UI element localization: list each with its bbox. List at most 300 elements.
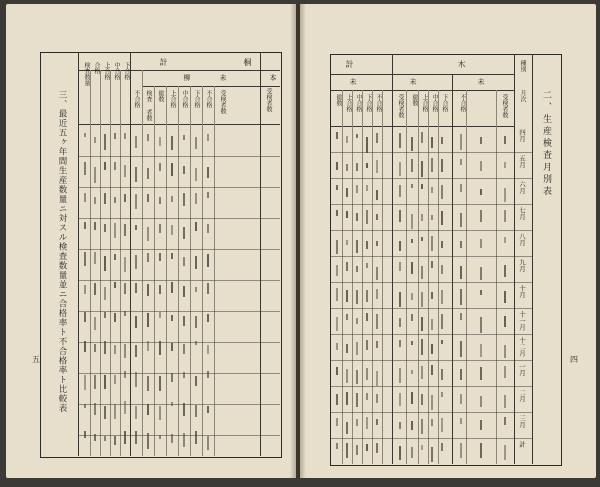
figure-mark [195,431,197,444]
figure-mark [421,237,423,241]
figure-mark [411,421,413,430]
figure-mark [366,340,368,350]
figure-mark [94,344,96,352]
figure-mark [431,137,433,148]
figure-mark [84,193,86,202]
right-col-head: 不合格 [375,94,382,112]
figure-mark [114,133,116,139]
figure-mark [504,162,506,168]
figure-mark [376,190,378,200]
figure-mark [411,293,413,300]
right-month-header: 月次 [519,90,526,102]
figure-mark [104,406,106,419]
left-row-line [78,187,280,188]
figure-mark [399,262,401,271]
figure-mark [421,161,423,177]
right-subgroup-header-line [330,90,514,91]
figure-mark [104,256,106,271]
figure-mark [135,406,137,419]
figure-mark [399,422,401,429]
figure-mark [356,266,358,272]
left-row-line [78,435,280,436]
month-row-line [330,386,532,387]
figure-mark [421,214,423,221]
right-table-frame [330,54,562,466]
figure-mark [504,395,506,408]
figure-mark [376,214,378,220]
figure-mark [376,241,378,246]
month-label: 八月 [518,233,526,246]
figure-mark [441,418,443,432]
figure-mark [356,318,358,324]
figure-mark [195,193,197,204]
figure-mark [399,162,401,176]
figure-mark [171,253,173,259]
figure-mark [94,137,96,143]
month-row-line [330,204,532,205]
figure-mark [441,159,443,172]
left-col-divider [260,52,261,456]
right-col-divider [466,90,467,464]
left-col-divider [110,70,111,456]
left-col-head: 受検者数 [265,88,272,112]
figure-mark [114,254,116,260]
left-section-title: 三、最近五ヶ年間生産数量ニ対スル検査数量並ニ合格率ト不合格率ト比較表 [57,90,67,413]
figure-mark [346,211,348,218]
figure-mark [421,266,423,279]
figure-mark [504,366,506,378]
figure-mark [376,267,378,280]
figure-mark [376,289,378,299]
figure-mark [171,315,173,321]
figure-mark [346,136,348,143]
figure-mark [346,314,348,320]
figure-mark [171,196,173,202]
figure-mark [84,312,86,322]
figure-mark [207,406,209,413]
figure-mark [480,420,482,430]
right-subgroup-b: 未 [409,78,417,85]
right-col-divider [392,54,393,464]
left-subgroup-label: 未 [219,74,227,81]
figure-mark [135,345,137,357]
figure-mark [376,443,378,453]
figure-mark [356,290,358,304]
figure-mark [366,137,368,153]
figure-mark [207,192,209,198]
figure-mark [94,283,96,295]
figure-mark [183,286,185,297]
figure-mark [135,255,137,269]
figure-mark [366,241,368,249]
figure-mark [376,371,378,386]
figure-mark [94,317,96,330]
month-row-line [330,178,532,179]
figure-mark [195,222,197,231]
figure-mark [114,375,116,384]
figure-mark [124,194,126,202]
figure-mark [84,404,86,408]
figure-mark [159,435,161,439]
figure-mark [183,403,185,416]
figure-mark [431,447,433,462]
left-col-head: 受検者数 [219,90,226,114]
month-row-line [330,360,532,361]
figure-mark [124,401,126,414]
figure-mark [147,404,149,415]
figure-mark [147,341,149,351]
figure-mark [421,339,423,355]
figure-mark [147,284,149,296]
month-row-line [330,438,532,439]
figure-mark [431,215,433,220]
figure-mark [147,313,149,327]
figure-mark [346,240,348,245]
figure-mark [460,213,462,227]
figure-mark [124,431,126,444]
figure-mark [336,240,338,254]
month-row-line [330,334,532,335]
figure-mark [147,433,149,449]
left-row-line [78,311,280,312]
figure-mark [460,159,462,165]
left-col-divider [154,86,155,456]
figure-mark [346,164,348,171]
figure-mark [124,224,126,236]
figure-mark [376,133,378,143]
figure-mark [195,287,197,292]
left-col-head: 中合格 [181,90,188,108]
figure-mark [431,187,433,193]
month-row-line [330,282,532,283]
figure-mark [195,376,197,386]
month-label: 六月 [518,181,526,194]
month-label: 四月 [518,129,526,142]
figure-mark [84,222,86,229]
month-row-line [330,308,532,309]
figure-mark [336,317,338,331]
figure-mark [421,366,423,379]
figure-mark [504,265,506,277]
figure-mark [207,283,209,294]
right-col-divider [452,74,453,464]
figure-mark [195,316,197,328]
figure-mark [366,263,368,268]
figure-mark [171,402,173,406]
left-group-total: 計 [159,58,168,66]
left-col-divider [142,70,143,456]
figure-mark [183,227,185,239]
figure-mark [431,292,433,299]
figure-mark [460,313,462,320]
right-column-header-line [330,126,514,127]
month-label: 十二月 [518,337,526,357]
figure-mark [460,341,462,357]
figure-mark [480,161,482,171]
figure-mark [480,239,482,248]
figure-mark [504,136,506,144]
left-row-line [78,218,280,219]
figure-mark [195,405,197,417]
figure-mark [171,136,173,150]
figure-mark [460,418,462,424]
right-title-divider [532,54,533,464]
right-page [300,4,596,478]
left-col-divider [202,86,203,456]
figure-mark [195,256,197,269]
figure-mark [114,197,116,203]
left-title-divider [78,52,79,456]
figure-mark [195,341,197,345]
figure-mark [94,167,96,183]
figure-mark [336,265,338,276]
right-col-divider [342,90,343,464]
left-col-head: 上合格 [169,90,176,108]
left-col-divider [130,52,131,456]
figure-mark [366,313,368,321]
right-col-head: 下合格 [365,94,372,112]
figure-mark [135,431,137,444]
figure-mark [84,285,86,294]
figure-mark [114,282,116,288]
figure-mark [460,266,462,279]
left-col-head: 合格 [93,62,100,74]
figure-mark [171,343,173,351]
figure-mark [171,434,173,443]
figure-mark [441,290,443,304]
figure-mark [114,223,116,238]
left-col-head: 中合格 [113,62,120,80]
right-col-divider [406,90,407,464]
figure-mark [183,344,185,354]
right-group-mizu: 木 [457,60,466,68]
figure-mark [480,367,482,380]
right-col-head: 受検者数 [397,94,404,118]
figure-mark [366,417,368,429]
left-col-head: 下合格 [123,62,130,80]
figure-mark [183,193,185,206]
figure-mark [114,404,116,419]
month-label: 一月 [518,363,526,376]
left-col-divider [190,86,191,456]
figure-mark [114,162,116,170]
right-month-col-divider [514,54,515,464]
figure-mark [411,447,413,458]
right-col-head: 上合格 [421,94,428,112]
figure-mark [124,283,126,294]
figure-mark [84,431,86,438]
left-row-line [78,404,280,405]
figure-mark [366,393,368,400]
figure-mark [124,371,126,378]
figure-mark [147,194,149,202]
figure-mark [124,165,126,177]
figure-mark [411,214,413,229]
figure-mark [421,317,423,331]
right-group-total: 計 [345,60,354,68]
figure-mark [480,210,482,222]
figure-mark [431,261,433,268]
figure-mark [441,137,443,144]
figure-mark [441,265,443,274]
figure-mark [207,167,209,178]
figure-mark [441,392,443,397]
figure-mark [84,341,86,352]
figure-mark [346,369,348,383]
right-page-number: 四 [570,355,578,364]
figure-mark [504,188,506,202]
figure-mark [336,132,338,139]
figure-mark [336,443,338,449]
left-col-head: 上合格 [103,62,110,80]
figure-mark [207,134,209,141]
figure-mark [135,167,137,182]
figure-mark [207,254,209,267]
figure-mark [207,224,209,233]
month-label: 七月 [518,207,526,220]
figure-mark [124,344,126,358]
figure-mark [171,163,173,176]
figure-mark [421,292,423,307]
right-col-head: 総数 [411,94,418,106]
figure-mark [480,189,482,195]
figure-mark [460,241,462,248]
figure-mark [411,314,413,321]
figure-mark [346,392,348,405]
figure-mark [411,262,413,274]
figure-mark [159,285,161,294]
figure-mark [104,134,106,150]
figure-mark [147,376,149,391]
figure-mark [411,184,413,188]
figure-mark [441,211,443,225]
month-label: 十月 [518,285,526,298]
right-col-divider [496,90,497,464]
figure-mark [504,237,506,243]
left-col-head: 検査 者数 [145,90,152,121]
figure-mark [346,262,348,271]
figure-mark [460,184,462,192]
figure-mark [356,134,358,138]
figure-mark [135,283,137,293]
figure-mark [135,372,137,387]
right-col-head: 下合格 [441,94,448,112]
figure-mark [94,403,96,415]
figure-mark [336,185,338,190]
figure-mark [480,290,482,295]
figure-mark [441,443,443,451]
figure-mark [460,443,462,458]
month-row-line [330,256,532,257]
figure-mark [399,368,401,383]
month-row-line [330,230,532,231]
figure-mark [480,443,482,458]
figure-mark [94,252,96,264]
left-col-head: 総数 [157,90,164,102]
figure-mark [366,444,368,451]
figure-mark [336,394,338,405]
right-col-divider [372,90,373,464]
figure-mark [399,446,401,460]
figure-mark [171,373,173,382]
figure-mark [135,225,137,230]
right-col-divider [362,90,363,464]
figure-mark [399,210,401,222]
figure-mark [135,194,137,209]
figure-mark [480,267,482,280]
figure-mark [376,314,378,329]
figure-mark [104,287,106,300]
figure-mark [171,282,173,293]
figure-mark [104,341,106,354]
left-col-divider [90,70,91,456]
figure-mark [441,314,443,329]
figure-mark [84,162,86,175]
right-col-divider [352,90,353,464]
left-col-divider [120,70,121,456]
figure-mark [411,370,413,374]
figure-mark [84,133,86,137]
figure-mark [346,443,348,458]
figure-mark [366,210,368,224]
month-label: 九月 [518,259,526,272]
figure-mark [480,317,482,333]
left-col-divider [100,70,101,456]
figure-mark [135,316,137,328]
figure-mark [441,185,443,199]
left-page [6,4,296,478]
right-col-divider [438,90,439,464]
figure-mark [376,419,378,425]
figure-mark [431,365,433,375]
figure-mark [159,197,161,204]
right-group-header-line [330,74,514,75]
figure-mark [421,419,423,434]
figure-mark [421,394,423,405]
month-label: 二月 [518,389,526,402]
figure-mark [411,392,413,404]
left-page-number: 五 [32,355,40,364]
figure-mark [336,343,338,350]
left-col-divider [178,86,179,456]
figure-mark [421,445,423,450]
figure-mark [504,291,506,303]
figure-mark [376,394,378,403]
figure-mark [366,185,368,191]
figure-mark [159,224,161,233]
right-subgroup-a: 未 [349,78,357,85]
figure-mark [147,134,149,141]
right-col-head: 中合格 [355,94,362,112]
figure-mark [135,136,137,148]
figure-mark [104,375,106,389]
figure-mark [104,224,106,232]
right-col-head: 受検者数 [501,94,508,118]
figure-mark [159,312,161,318]
figure-mark [207,436,209,450]
figure-mark [336,210,338,216]
left-row-line [78,373,280,374]
left-col-head: 検査数量 [83,62,90,86]
figure-mark [147,253,149,262]
figure-mark [346,344,348,353]
figure-mark [336,418,338,426]
right-section-title: 二、生産検査月別表 [541,90,551,198]
figure-mark [114,345,116,354]
left-row-line [78,156,280,157]
figure-mark [431,158,433,172]
figure-mark [356,419,358,426]
